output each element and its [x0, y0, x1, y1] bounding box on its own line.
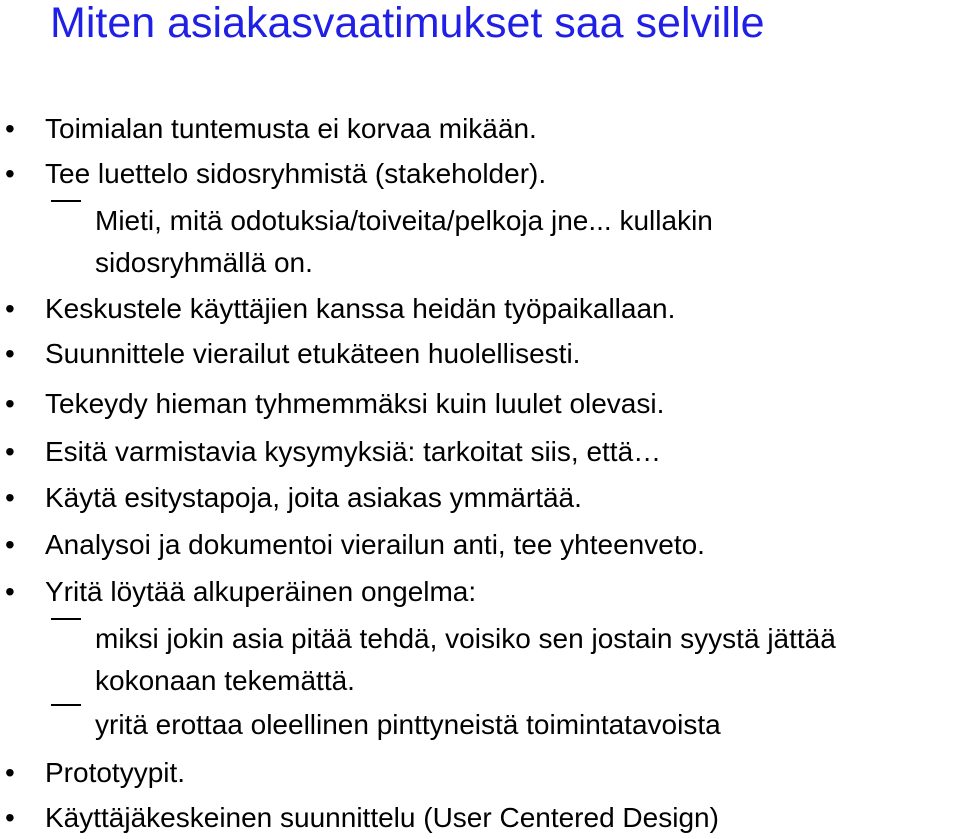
bullet-item-1 — [5, 108, 537, 150]
bullet-item-8 — [5, 524, 705, 566]
bullet-icon: • — [5, 482, 15, 513]
bullet-text: Analysoi ja dokumentoi vierailun anti, tee yhteenveto. — [45, 529, 705, 560]
bullet-item-5 — [5, 383, 665, 425]
sub-item-line-1: miksi jokin asia pitää tehdä, voisiko sen jostain syystä jättää — [95, 623, 836, 654]
bullet-item-7 — [5, 477, 582, 519]
sub-item-text: yritä erottaa oleellinen pinttyneistä toimintatavoista — [95, 709, 721, 740]
bullet-item-2 — [5, 153, 547, 195]
bullet-icon: • — [5, 757, 15, 788]
bullet-item-4 — [5, 333, 581, 375]
bullet-icon: • — [5, 113, 15, 144]
bullet-text: Tee luettelo sidosryhmistä (stakeholder). — [45, 158, 547, 189]
bullet-text: Yritä löytää alkuperäinen ongelma: — [45, 576, 477, 607]
bullet-icon: • — [5, 529, 15, 560]
bullet-text: Toimialan tuntemusta ei korvaa mikään. — [45, 113, 537, 144]
bullet-text: Käytä esitystapoja, joita asiakas ymmärtää. — [45, 482, 582, 513]
bullet-item-3 — [5, 288, 676, 330]
bullet-text: Käyttäjäkeskeinen suunnittelu (User Centered Design) — [45, 802, 719, 833]
sub-item-why-needed — [95, 618, 836, 702]
bullet-text: Esitä varmistavia kysymyksiä: tarkoitat siis, että… — [45, 436, 662, 467]
bullet-text: Tekeydy hieman tyhmemmäksi kuin luulet olevasi. — [45, 388, 665, 419]
bullet-icon: • — [5, 293, 15, 324]
bullet-item-11 — [5, 797, 719, 839]
sub-item-line-2: kokonaan tekemättä. — [95, 665, 355, 696]
bullet-text: Prototyypit. — [45, 757, 186, 788]
sub-item-line-2: sidosryhmällä on. — [95, 247, 313, 278]
dash-icon — [51, 200, 81, 202]
bullet-icon: • — [5, 576, 15, 607]
bullet-icon: • — [5, 802, 15, 833]
bullet-icon: • — [5, 436, 15, 467]
slide-title: Miten asiakasvaatimukset saa selville — [50, 0, 765, 47]
bullet-icon: • — [5, 158, 15, 189]
sub-item-separate-essential — [95, 704, 721, 746]
bullet-icon: • — [5, 338, 15, 369]
bullet-icon: • — [5, 388, 15, 419]
bullet-item-6 — [5, 431, 662, 473]
dash-icon — [51, 704, 81, 706]
sub-item-stakeholder-expectations — [95, 200, 713, 284]
dash-icon — [51, 618, 81, 620]
bullet-text: Keskustele käyttäjien kanssa heidän työpaikallaan. — [45, 293, 676, 324]
bullet-item-10 — [5, 752, 186, 794]
bullet-text: Suunnittele vierailut etukäteen huolellisesti. — [45, 338, 581, 369]
bullet-item-9 — [5, 571, 477, 613]
sub-item-line-1: Mieti, mitä odotuksia/toiveita/pelkoja jne... kullakin — [95, 205, 713, 236]
